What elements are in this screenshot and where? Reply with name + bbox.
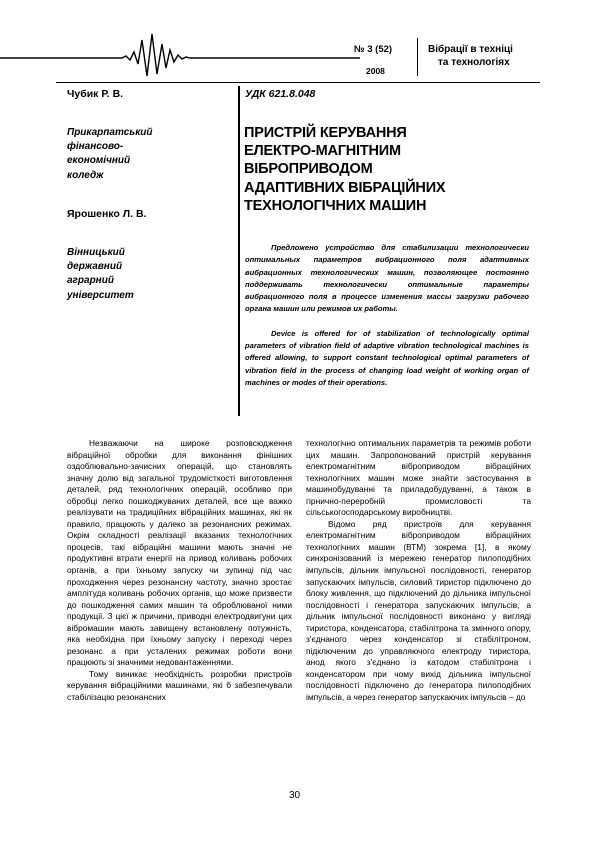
journal-title-line2: та технологіях [438,57,510,68]
article-title: ПРИСТРІЙ КЕРУВАННЯ ЕЛЕКТРО-МАГНІТНИМ ВІБРОПРИВОДОМ АДАПТИВНИХ ВІБРАЦІЙНИХ ТЕХНОЛОГІЧНИХ МАШИН [244,125,446,214]
issue-year: 2008 [366,66,385,76]
section-divider [238,86,240,416]
abstract-en: Device is offered for of stabilization of technologically optimal parameters of vibration field of adaptive vibration technological machines is offered allowing, to support constant technological optimal parameters of vibration field in the process of changing load weight of working organ of machines or modes of their operations. [245,328,529,387]
affiliation-2: Вінницький державний аграрний університет [67,247,134,301]
affiliation-1: Прикарпатський фінансово- економічний коледж [67,127,153,181]
header-divider [417,38,418,76]
body-column-1: Незважаючи на широке розповсюдження вібраційної обробки для виконання фінішних оздоблювально-зачисних операцій, що становлять значну долю від загальної трудомісткості виготовлення деталей, ряд технологічних операцій, особливо при обробці легко пошкоджуваних деталей, все ще важко реалізувати на традиційних вібраційних машинах, які як правило, працюють у далеко за резонансних режимах. Окрім складності реалізації вказаних технологічних процесів, такі вібраційні машини мають значні не продуктивні втрати енергії на привод коливань робочих органів, а при їхньому запуску чи зупинці під час проходження через резонансну частоту, значно зростає амплітуда коливань робочих органів, що може призвести до пошкодження самих машин та оброблюваної ними продукції. З цієї ж причини, приводні електродвигуни цих вібромашин мають завищену встановлену потужність, яка необхідна при їхньому запуску і переході через резонанс а при усталених режимах роботи вони працюють зі значними недовантаженнями. Тому виникає необхідність розробки пристроїв керування вібраційними машинами, які б забезпечували стабілізацію резонансних [67,438,292,703]
body-column-2: технологічно оптимальних параметрів та режимів роботи цих машин. Запропонований пристрій керування електромагнітним віброприводом вібраційних технологічних машин може знайти застосування в машинобудуванні та приладобудуванні, а також в гірнично-переробній промисловості та сільськогосподарському виробництві. Відомо ряд пристроїв для керування електромагнітним віброприводом вібраційних технологічних машин (ВТМ) зокрема [1], в якому синхронізований із мережею генератор пилоподібних імпульсів, дільник імпульсної послідовності, генератор запускаючих імпульсів, силовий тиристор підключено до блоку живлення, що підключений до дільника імпульсної послідовності і генератора запускаючих імпульсів, а дільник імпульсної послідовності виконано у вигляді тиристора, конденсатора, стабілітрона та змінного опору, з'єднаного через конденсатор зі стабілітроном, підключеним до управляючого електроду тиристора, анод якого з'єднано із катодом стабілітрона і конденсатором при чому вихід дільника імпульсної послідовності підключено до генератора пилоподібних імпульсів, а через генератор запускаючих імпульсів – до [306,438,531,703]
page-number: 30 [289,790,301,801]
udc-code: УДК 621.8.048 [245,88,316,100]
abstract-ru: Предложено устройство для стабилизации технологически оптимальных параметров вибрационного поля адаптивных вибрационных технологических машин, позволяющее постоянно поддерживать технологически оптимальные параметры вибрационного поля в процессе изменения массы загрузки рабочего органа машин или режимов их работы. [245,243,529,314]
abstract [245,242,529,401]
author-2: Ярошенко Л. В. [67,208,147,220]
header-rule [56,82,540,83]
issue-number: № 3 (52) [354,44,393,55]
author-1: Чубик Р. В. [67,88,124,100]
journal-title-line1: Вібрації в техніці [428,44,513,55]
vibration-waveform-logo [0,30,360,80]
